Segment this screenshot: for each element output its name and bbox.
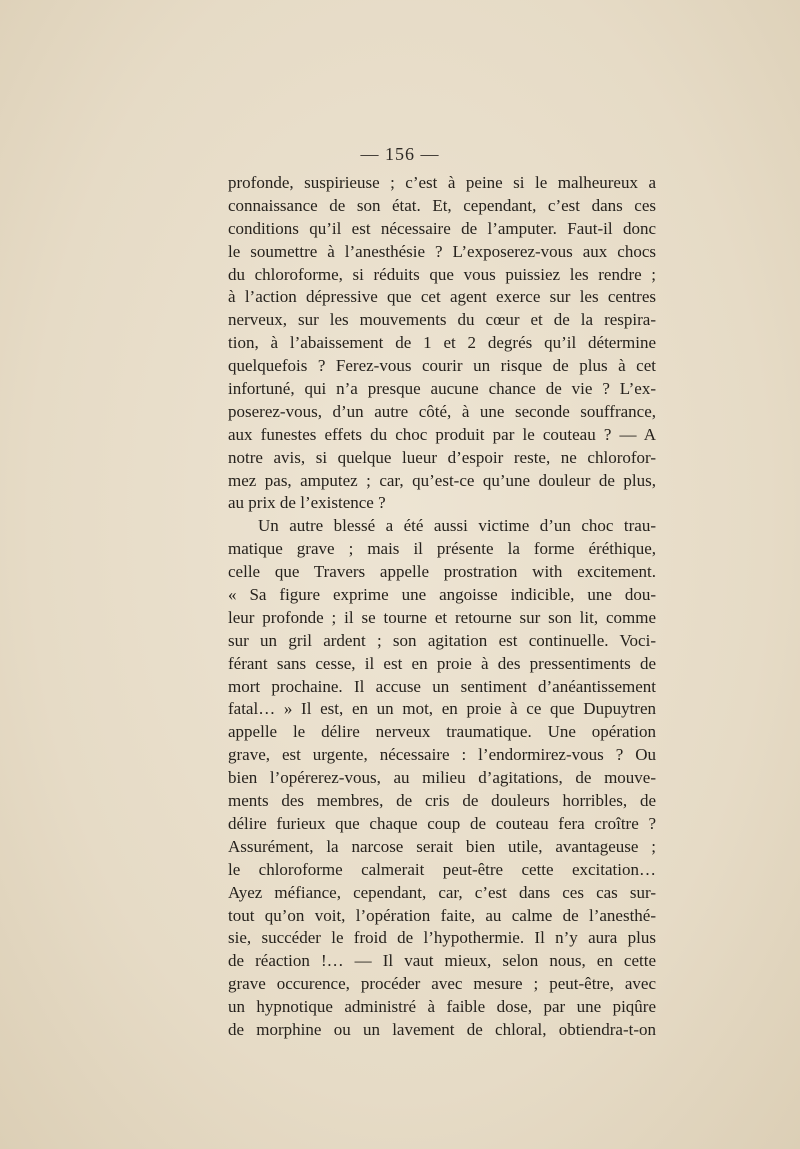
- text-line: férant sans cesse, il est en proie à des pressentiments de: [228, 653, 656, 673]
- text-line: ments des membres, de cris de douleurs horribles, de: [228, 791, 656, 811]
- text-line: sur un gril ardent ; son agitation est continuelle. Voci-: [228, 630, 656, 650]
- text-line: sie, succéder le froid de l’hypothermie. Il n’y aura plus: [228, 928, 656, 948]
- text-line: Ayez méfiance, cependant, car, c’est dans ces cas sur-: [228, 882, 656, 902]
- text-line: à l’action dépressive que cet agent exerce sur les centres: [228, 287, 656, 307]
- text-line: Un autre blessé a été aussi victime d’un choc trau-: [258, 516, 656, 536]
- text-line: aux funestes effets du choc produit par le couteau ? — A: [228, 424, 656, 444]
- text-line: de morphine ou un lavement de chloral, obtiendra-t-on: [228, 1019, 656, 1039]
- text-line: profonde, suspirieuse ; c’est à peine si le malheureux a: [228, 173, 656, 192]
- text-line: appelle le délire nerveux traumatique. Une opération: [228, 722, 656, 742]
- text-line: infortuné, qui n’a presque aucune chance de vie ? L’ex-: [228, 379, 656, 399]
- text-line: notre avis, si quelque lueur d’espoir reste, ne chlorofor-: [228, 447, 656, 467]
- body-text: [228, 172, 656, 1042]
- text-line: tout qu’on voit, l’opération faite, au calme de l’anesthé-: [228, 905, 656, 925]
- text-line: matique grave ; mais il présente la forme éréthique,: [228, 539, 656, 559]
- text-line: un hypnotique administré à faible dose, par une piqûre: [228, 997, 656, 1017]
- text-line: quelquefois ? Ferez-vous courir un risque de plus à cet: [228, 356, 656, 376]
- text-line: bien l’opérerez-vous, au milieu d’agitations, de mouve-: [228, 768, 656, 788]
- text-line: le chloroforme calmerait peut-être cette excitation…: [228, 859, 656, 879]
- text-line: conditions qu’il est nécessaire de l’amputer. Faut-il donc: [228, 218, 656, 238]
- text-line: Assurément, la narcose serait bien utile, avantageuse ;: [228, 836, 656, 856]
- text-line: tion, à l’abaissement de 1 et 2 degrés qu’il détermine: [228, 333, 656, 353]
- text-line: grave occurence, procéder avec mesure ; peut-être, avec: [228, 974, 656, 994]
- text-line: poserez-vous, d’un autre côté, à une seconde souffrance,: [228, 401, 656, 421]
- text-line: connaissance de son état. Et, cependant, c’est dans ces: [228, 195, 656, 215]
- text-line: mez pas, amputez ; car, qu’est-ce qu’une douleur de plus,: [228, 470, 656, 490]
- text-line: mort prochaine. Il accuse un sentiment d’anéantissement: [228, 676, 656, 696]
- text-line: le soumettre à l’anesthésie ? L’exposerez-vous aux chocs: [228, 241, 656, 261]
- text-line: leur profonde ; il se tourne et retourne sur son lit, comme: [228, 607, 656, 627]
- text-line: délire furieux que chaque coup de couteau fera croître ?: [228, 813, 656, 833]
- text-line: grave, est urgente, nécessaire : l’endormirez-vous ? Ou: [228, 745, 656, 765]
- page-number: — 156 —: [360, 144, 440, 164]
- text-line: nerveux, sur les mouvements du cœur et de la respira-: [228, 310, 656, 330]
- text-line: de réaction !… — Il vaut mieux, selon nous, en cette: [228, 951, 656, 971]
- text-line: fatal… » Il est, en un mot, en proie à ce que Dupuytren: [228, 699, 656, 719]
- text-line: du chloroforme, si réduits que vous puissiez les rendre ;: [228, 264, 656, 284]
- text-line: « Sa figure exprime une angoisse indicible, une dou-: [228, 585, 656, 605]
- text-line: au prix de l’existence ?: [228, 493, 386, 513]
- text-line: celle que Travers appelle prostration with excitement.: [228, 562, 656, 582]
